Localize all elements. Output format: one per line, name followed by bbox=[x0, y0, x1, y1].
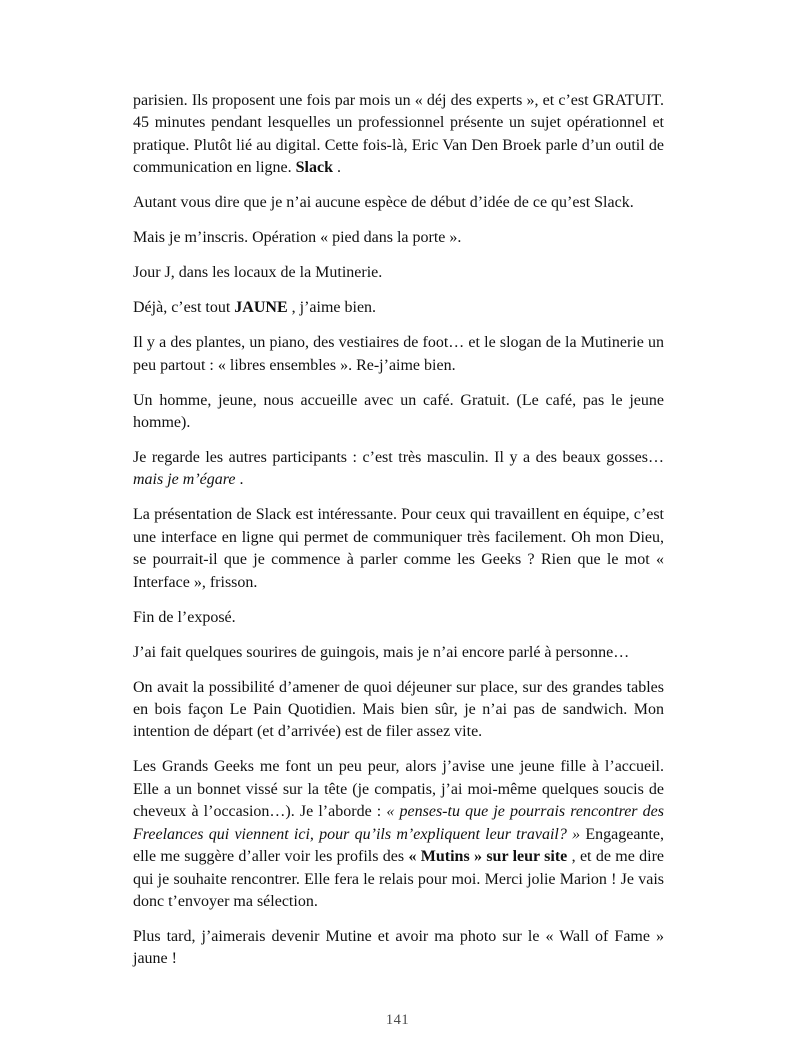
text-run: « penses-tu que je pourrais rencontrer des Freelances qui viennent ici, pour qu’ils m’expliquent leur travail? » bbox=[133, 803, 664, 843]
text-run: Fin de l’exposé. bbox=[133, 608, 236, 626]
text-run: parisien. Ils proposent une fois par mois un « déj des experts », et c’est GRATUIT. 45 minutes pendant lesquelles un professionnel présente un sujet opérationnel et pratique. Plutôt lié au digital. Cette fois-là, Eric Van Den Broek parle d’un outil de communication en ligne. bbox=[133, 92, 664, 177]
paragraph bbox=[133, 926, 664, 971]
text-run: mais je m’égare bbox=[133, 471, 236, 489]
paragraph bbox=[133, 390, 664, 435]
text-run: Plus tard, j’aimerais devenir Mutine et avoir ma photo sur le « Wall of Fame » jaune ! bbox=[133, 927, 664, 968]
paragraph bbox=[133, 227, 664, 249]
text-run: Les Grands Geeks me font un peu peur, alors j’avise une jeune fille à l’accueil. Elle a un bonnet vissé sur la tête (je compatis, j’ai moi-même quelques soucis de cheveux à l’occasion…). Je l’aborde : bbox=[133, 758, 664, 821]
paragraph bbox=[133, 504, 664, 594]
page-number: 141 bbox=[385, 1012, 410, 1028]
text-run: Un homme, jeune, nous accueille avec un café. Gratuit. (Le café, pas le jeune homme). bbox=[133, 391, 664, 432]
text-run: . bbox=[235, 471, 244, 489]
page-body bbox=[133, 90, 664, 983]
text-run: , et de me dire qui je souhaite rencontrer. Elle fera le relais pour moi. Merci jolie Marion ! Je vais donc t’envoyer ma sélection. bbox=[133, 848, 664, 910]
text-run: Engageante, elle me suggère d’aller voir les profils des bbox=[133, 825, 665, 866]
text-run: J’ai fait quelques sourires de guingois, mais je n’ai encore parlé à personne… bbox=[133, 643, 630, 661]
paragraph bbox=[133, 297, 664, 319]
paragraph bbox=[133, 607, 664, 629]
text-run: La présentation de Slack est intéressante. Pour ceux qui travaillent en équipe, c’est une interface en ligne qui permet de communiquer très facilement. Oh mon Dieu, se pourrait-il que je commence à parler comme les Geeks ? Rien que le mot « Interface », frisson. bbox=[133, 506, 664, 591]
paragraph bbox=[133, 90, 664, 180]
text-run: Déjà, c’est tout bbox=[133, 299, 235, 317]
paragraph bbox=[133, 677, 664, 744]
text-run: « Mutins » sur leur site bbox=[408, 848, 568, 866]
text-run: Autant vous dire que je n’ai aucune espèce de début d’idée de ce qu’est Slack. bbox=[133, 194, 634, 212]
paragraph bbox=[133, 642, 664, 664]
text-run: JAUNE bbox=[234, 299, 288, 317]
text-run: Slack bbox=[295, 159, 333, 177]
text-run: . bbox=[332, 159, 341, 177]
paragraph bbox=[133, 192, 664, 214]
text-run: Jour J, dans les locaux de la Mutinerie. bbox=[133, 264, 383, 282]
paragraph bbox=[133, 447, 664, 492]
text-run: , j’aime bien. bbox=[287, 299, 377, 317]
text-run: Mais je m’inscris. Opération « pied dans la porte ». bbox=[133, 229, 462, 247]
paragraph bbox=[133, 756, 664, 913]
paragraph bbox=[133, 332, 664, 377]
text-run: Il y a des plantes, un piano, des vestiaires de foot… et le slogan de la Mutinerie un peu partout : « libres ensembles ». Re-j’aime bien. bbox=[133, 334, 664, 374]
paragraph bbox=[133, 262, 664, 284]
text-run: Je regarde les autres participants : c’est très masculin. Il y a des beaux gosses… bbox=[133, 449, 664, 467]
text-run: On avait la possibilité d’amener de quoi déjeuner sur place, sur des grandes tables en bois façon Le Pain Quotidien. Mais bien sûr, je n’ai pas de sandwich. Mon intention de départ (et d’arrivée) est de filer assez vite. bbox=[133, 678, 664, 741]
